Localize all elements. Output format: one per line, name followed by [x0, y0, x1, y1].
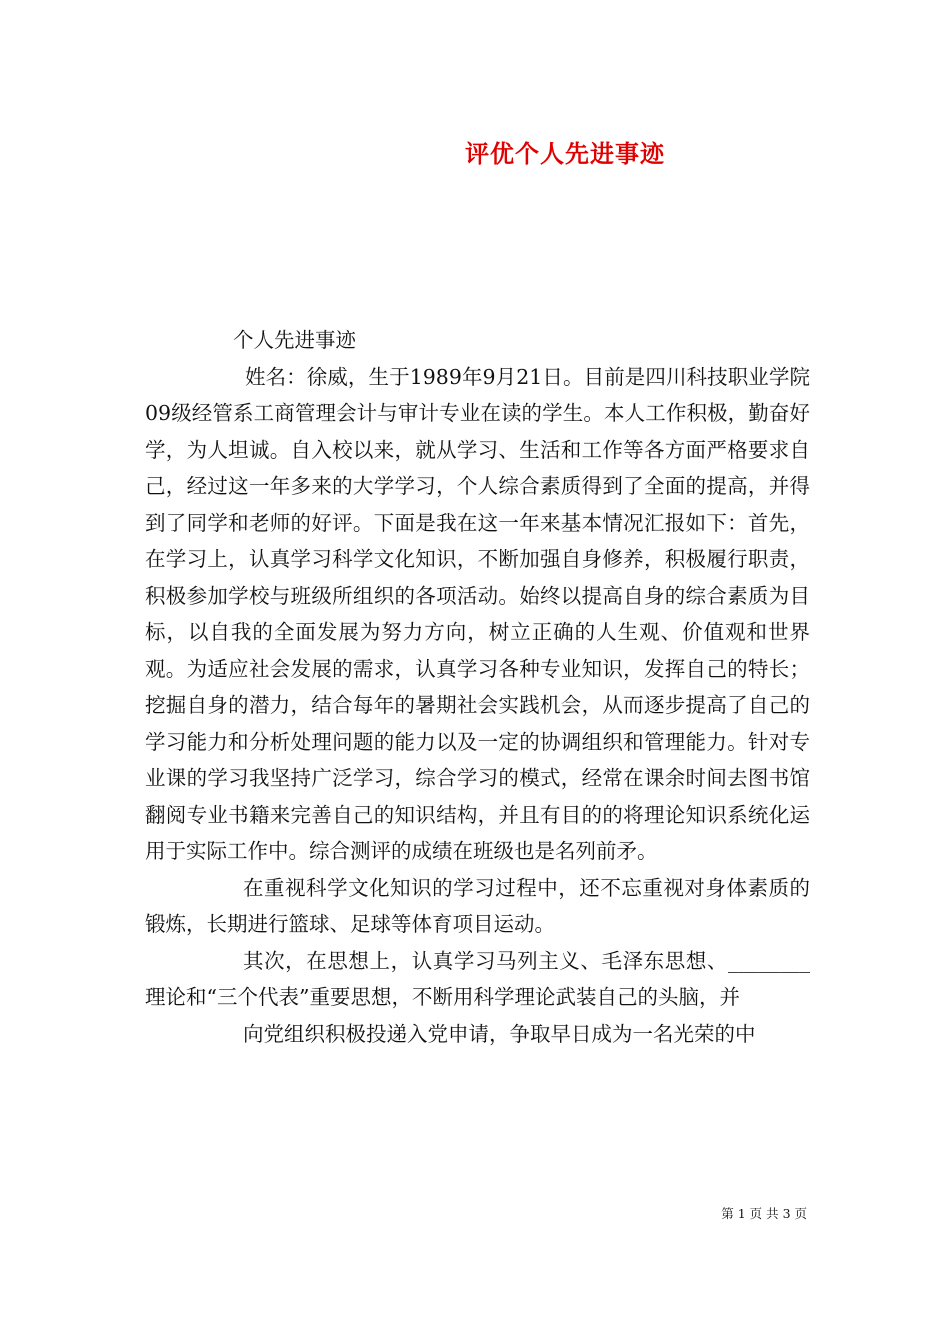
- document-body: [145, 322, 810, 1052]
- page-title: 评优个人先进事迹: [465, 139, 665, 168]
- paragraph-party: 向党组织积极投递入党申请，争取早日成为一名光荣的中: [243, 1021, 756, 1046]
- paragraph-physical: 在重视科学文化知识的学习过程中，还不忘重视对身体素质的锻炼，长期进行篮球、足球等体育项目运动。: [145, 875, 810, 936]
- paragraph-ideology: 其次，在思想上，认真学习马列主义、毛泽东思想、________理论和“三个代表”重要思想，不断用科学理论武装自己的头脑，并: [145, 948, 810, 1009]
- subheading: 个人先进事迹: [233, 328, 356, 352]
- paragraph-intro: 姓名：徐威，生于1989年9月21日。目前是四川科技职业学院09级经管系工商管理会计与审计专业在读的学生。本人工作积极，勤奋好学，为人坦诚。自入校以来，就从学习、生活和工作等各方面严格要求自己，经过这一年多来的大学学习，个人综合素质得到了全面的提高，并得到了同学和老师的好评。下面是我在这一年来基本情况汇报如下：首先，在学习上，认真学习科学文化知识，不断加强自身修养，积极履行职责，积极参加学校与班级所组织的各项活动。始终以提高自身的综合素质为目标，以自我的全面发展为努力方向，树立正确的人生观、价值观和世界观。为适应社会发展的需求，认真学习各种专业知识，发挥自己的特长；挖掘自身的潜力，结合每年的暑期社会实践机会，从而逐步提高了自己的学习能力和分析处理问题的能力以及一定的协调组织和管理能力。针对专业课的学习我坚持广泛学习，综合学习的模式，经常在课余时间去图书馆翻阅专业书籍来完善自己的知识结构，并且有目的的将理论知识系统化运用于实际工作中。综合测评的成绩在班级也是名列前矛。: [145, 364, 810, 863]
- page-number-footer: 第 1 页 共 3 页: [721, 1206, 807, 1221]
